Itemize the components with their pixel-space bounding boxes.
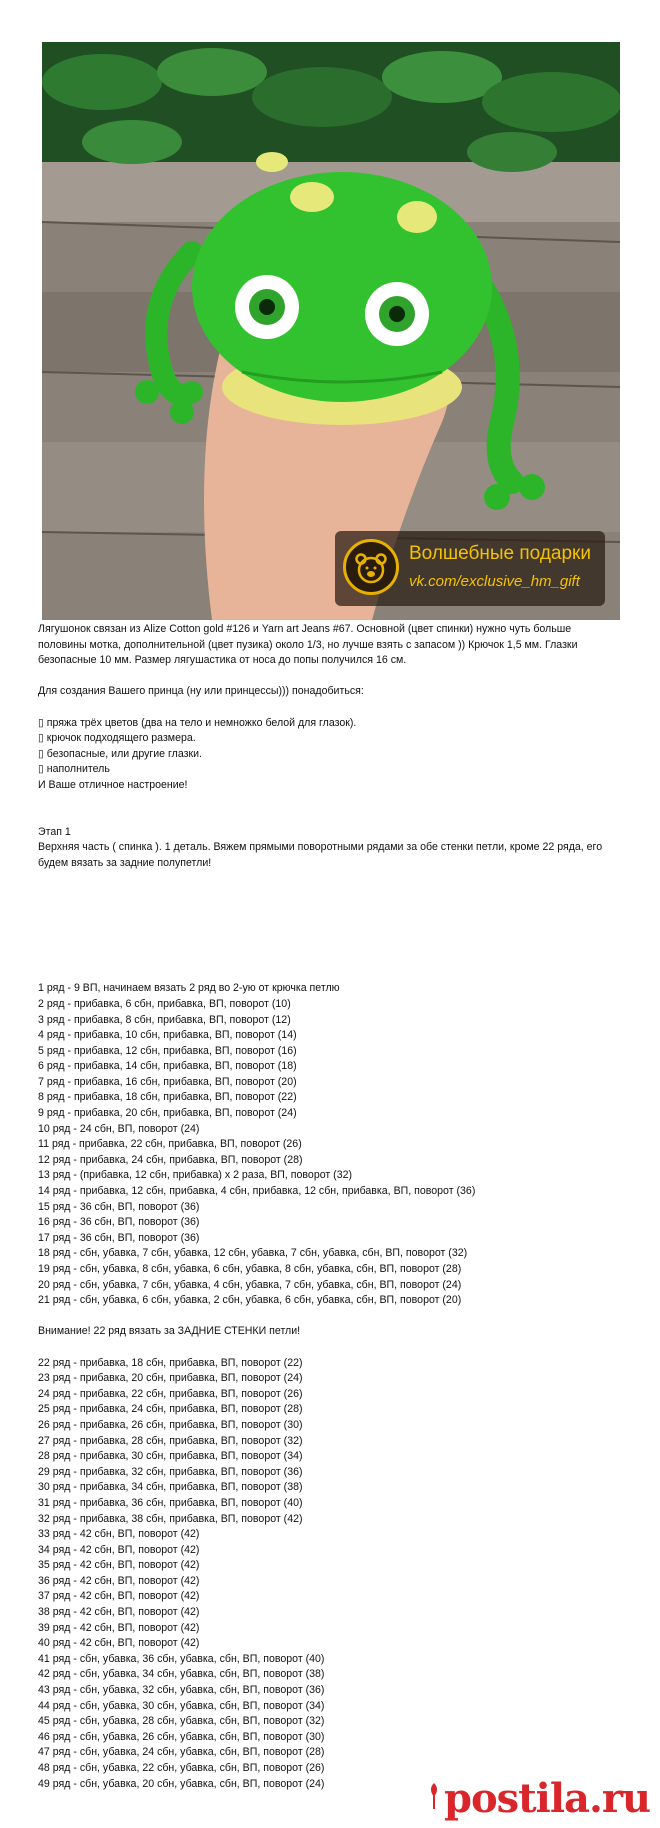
watermark: postila.ru — [444, 1775, 651, 1822]
pattern-row: 3 ряд - прибавка, 8 сбн, прибавка, ВП, поворот (12) — [38, 1013, 291, 1026]
pattern-row: 48 ряд - сбн, убавка, 22 сбн, убавка, сбн, ВП, поворот (26) — [38, 1762, 325, 1774]
pattern-row: 8 ряд - прибавка, 18 сбн, прибавка, ВП, поворот (22) — [38, 1091, 297, 1104]
pattern-row: 42 ряд - сбн, убавка, 34 сбн, убавка, сбн, ВП, поворот (38) — [38, 1668, 325, 1681]
pattern-row: 49 ряд - сбн, убавка, 20 сбн, убавка, сбн, ВП, поворот (24) — [38, 1777, 325, 1790]
materials-item: ▯ пряжа трёх цветов (два на тело и немножко белой для глазок). — [38, 716, 357, 729]
materials-item: ▯ наполнитель — [38, 763, 110, 776]
pattern-row: 36 ряд - 42 сбн, ВП, поворот (42) — [38, 1574, 200, 1587]
pattern-row: 32 ряд - прибавка, 38 сбн, прибавка, ВП, поворот (42) — [38, 1512, 303, 1525]
pattern-row: 13 ряд - (прибавка, 12 сбн, прибавка) х 2 раза, ВП, поворот (32) — [38, 1169, 352, 1182]
pattern-row: 25 ряд - прибавка, 24 сбн, прибавка, ВП, поворот (28) — [38, 1403, 303, 1416]
logo-title: Волшебные подарки — [409, 543, 591, 564]
pattern-row: 47 ряд - сбн, убавка, 24 сбн, убавка, сбн, ВП, поворот (28) — [38, 1746, 325, 1759]
pattern-row: 43 ряд - сбн, убавка, 32 сбн, убавка, сбн, ВП, поворот (36) — [38, 1684, 325, 1697]
pattern-row: 21 ряд - сбн, убавка, 6 сбн, убавка, 2 сбн, убавка, 6 сбн, убавка, сбн, ВП, поворот (20) — [38, 1294, 462, 1307]
pattern-row: 31 ряд - прибавка, 36 сбн, прибавка, ВП, поворот (40) — [38, 1496, 303, 1509]
pattern-row: 35 ряд - 42 сбн, ВП, поворот (42) — [38, 1559, 200, 1572]
pattern-row: 22 ряд - прибавка, 18 сбн, прибавка, ВП, поворот (22) — [38, 1356, 303, 1369]
materials-item: ▯ крючок подходящего размера. — [38, 732, 196, 745]
pattern-row: 46 ряд - сбн, убавка, 26 сбн, убавка, сбн, ВП, поворот (30) — [38, 1730, 325, 1743]
pattern-row: 19 ряд - сбн, убавка, 8 сбн, убавка, 6 сбн, убавка, 8 сбн, убавка, сбн, ВП, поворот (28) — [38, 1263, 462, 1275]
pattern-row: 33 ряд - 42 сбн, ВП, поворот (42) — [38, 1528, 200, 1541]
pattern-row: 15 ряд - 36 сбн, ВП, поворот (36) — [38, 1200, 200, 1213]
article-text — [38, 622, 618, 1792]
pattern-row: 16 ряд - 36 сбн, ВП, поворот (36) — [38, 1216, 200, 1229]
pattern-row: 44 ряд - сбн, убавка, 30 сбн, убавка, сбн, ВП, поворот (34) — [38, 1699, 325, 1712]
pattern-row: 2 ряд - прибавка, 6 сбн, прибавка, ВП, поворот (10) — [38, 997, 291, 1010]
pattern-row: 18 ряд - сбн, убавка, 7 сбн, убавка, 12 сбн, убавка, 7 сбн, убавка, сбн, ВП, поворот (32) — [38, 1247, 468, 1260]
pattern-row: 27 ряд - прибавка, 28 сбн, прибавка, ВП, поворот (32) — [38, 1434, 303, 1447]
pattern-row: 9 ряд - прибавка, 20 сбн, прибавка, ВП, поворот (24) — [38, 1107, 297, 1120]
rows-list-b — [38, 1356, 618, 1793]
intro-paragraph: Лягушонок связан из Alize Cotton gold #126 и Yarn art Jeans #67. Основной (цвет спинки) нужно чуть больше половины мотка, дополнительной (цвет пузика) около 1/3, но лучше взять с запасом )) Крючок 1,5 мм. Глазки безопасные 10 мм. Размер лягушастика от носа до попы получился 16 см. — [38, 623, 578, 667]
pattern-row: 14 ряд - прибавка, 12 сбн, прибавка, 4 сбн, прибавка, 12 сбн, прибавка, ВП, поворот (36) — [38, 1185, 476, 1198]
materials-item: ▯ безопасные, или другие глазки. — [38, 747, 202, 760]
brand-logo — [335, 531, 605, 606]
pattern-row: 26 ряд - прибавка, 26 сбн, прибавка, ВП, поворот (30) — [38, 1418, 303, 1431]
stage-description: Верхняя часть ( спинка ). 1 деталь. Вяжем прямыми поворотными рядами за обе стенки петли, кроме 22 ряда, его будем вязать за задние полупетли! — [38, 841, 603, 869]
rows-list-a — [38, 981, 618, 1308]
pattern-row: 11 ряд - прибавка, 22 сбн, прибавка, ВП, поворот (26) — [38, 1138, 302, 1151]
pattern-row: 38 ряд - 42 сбн, ВП, поворот (42) — [38, 1606, 200, 1619]
pattern-row: 34 ряд - 42 сбн, ВП, поворот (42) — [38, 1543, 200, 1556]
pattern-row: 40 ряд - 42 сбн, ВП, поворот (42) — [38, 1637, 200, 1650]
watermark-pin-icon — [427, 1781, 441, 1811]
materials-title: Для создания Вашего принца (ну или принцессы))) понадобиться: — [38, 685, 364, 698]
attention-note: Внимание! 22 ряд вязать за ЗАДНИЕ СТЕНКИ петли! — [38, 1325, 301, 1338]
pattern-row: 12 ряд - прибавка, 24 сбн, прибавка, ВП, поворот (28) — [38, 1153, 303, 1166]
pattern-row: 10 ряд - 24 сбн, ВП, поворот (24) — [38, 1122, 200, 1135]
pattern-row: 23 ряд - прибавка, 20 сбн, прибавка, ВП, поворот (24) — [38, 1372, 303, 1385]
pattern-row: 1 ряд - 9 ВП, начинаем вязать 2 ряд во 2-ую от крючка петлю — [38, 982, 340, 995]
pattern-row: 29 ряд - прибавка, 32 сбн, прибавка, ВП, поворот (36) — [38, 1465, 303, 1478]
pattern-row: 7 ряд - прибавка, 16 сбн, прибавка, ВП, поворот (20) — [38, 1075, 297, 1088]
bear-icon — [343, 539, 399, 595]
pattern-row: 41 ряд - сбн, убавка, 36 сбн, убавка, сбн, ВП, поворот (40) — [38, 1652, 325, 1665]
pattern-row: 30 ряд - прибавка, 34 сбн, прибавка, ВП, поворот (38) — [38, 1481, 303, 1494]
pattern-row: 20 ряд - сбн, убавка, 7 сбн, убавка, 4 сбн, убавка, 7 сбн, убавка, сбн, ВП, поворот (24) — [38, 1278, 462, 1291]
pattern-row: 4 ряд - прибавка, 10 сбн, прибавка, ВП, поворот (14) — [38, 1029, 297, 1042]
pattern-row: 28 ряд - прибавка, 30 сбн, прибавка, ВП, поворот (34) — [38, 1450, 303, 1463]
pattern-row: 39 ряд - 42 сбн, ВП, поворот (42) — [38, 1621, 200, 1634]
logo-url: vk.com/exclusive_hm_gift — [409, 573, 580, 590]
pattern-row: 6 ряд - прибавка, 14 сбн, прибавка, ВП, поворот (18) — [38, 1060, 297, 1073]
pattern-row: 37 ряд - 42 сбн, ВП, поворот (42) — [38, 1590, 200, 1603]
stage-title: Этап 1 — [38, 825, 71, 838]
pattern-row: 5 ряд - прибавка, 12 сбн, прибавка, ВП, поворот (16) — [38, 1044, 297, 1057]
mood-line: И Ваше отличное настроение! — [38, 778, 188, 791]
pattern-row: 45 ряд - сбн, убавка, 28 сбн, убавка, сбн, ВП, поворот (32) — [38, 1715, 325, 1728]
pattern-row: 24 ряд - прибавка, 22 сбн, прибавка, ВП, поворот (26) — [38, 1387, 303, 1400]
pattern-row: 17 ряд - 36 сбн, ВП, поворот (36) — [38, 1231, 200, 1244]
